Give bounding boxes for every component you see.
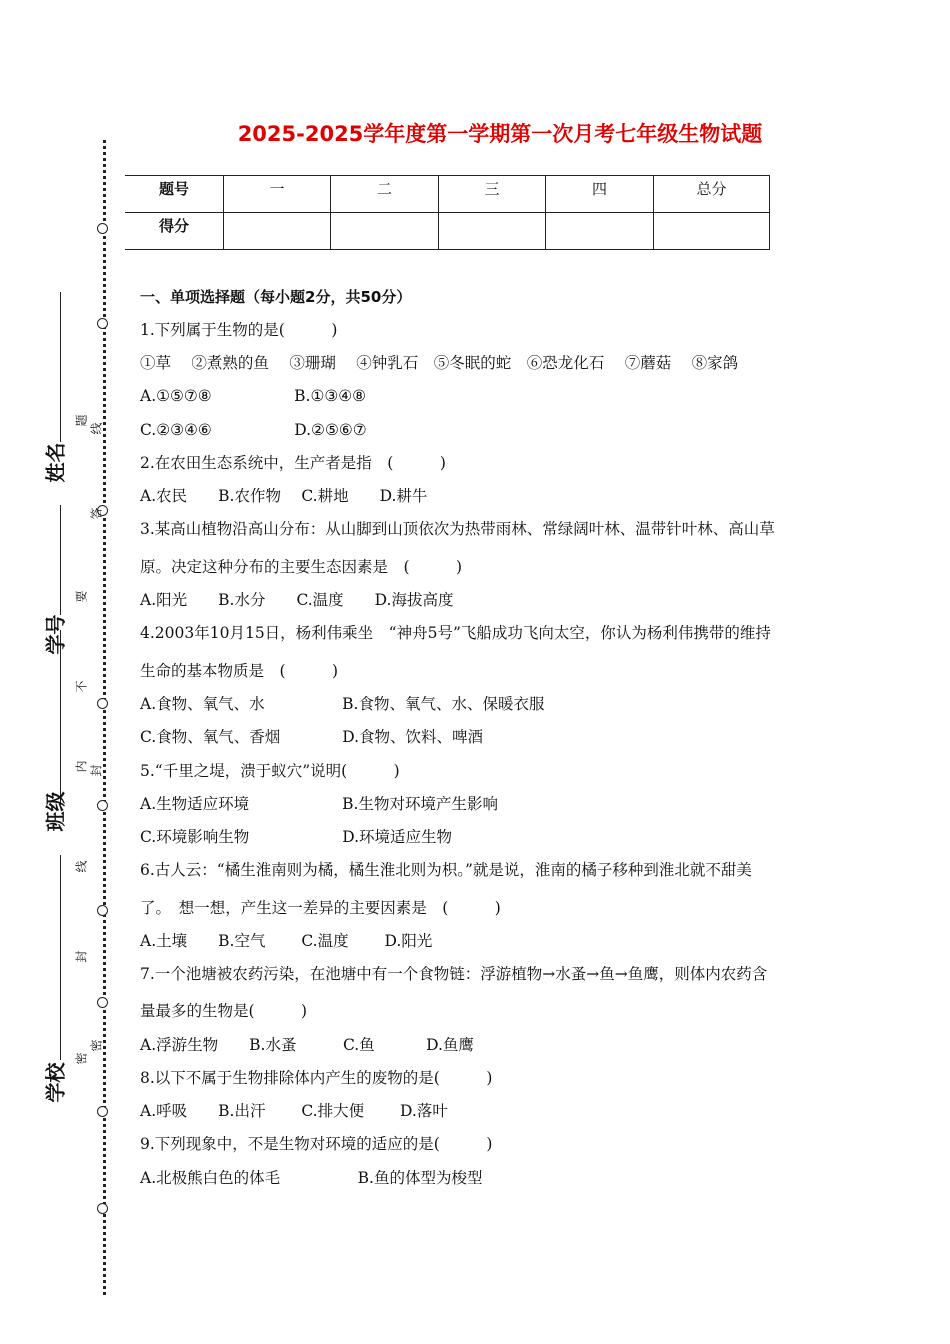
score-input-cell[interactable] (654, 213, 770, 250)
seal-char: 内 (74, 760, 89, 773)
question-line: 5.“千里之堤，溃于蚁穴”说明( ) (140, 762, 400, 780)
question-line: 7.一个池塘被农药污染，在池塘中有一个食物链：浮游植物→水蚤→鱼→鱼鹰，则体内农药含 (140, 965, 768, 983)
question-line: 4.2003年10月15日，杨利伟乘坐 “神舟5号”飞船成功飞向太空，你认为杨利伟携带的维持 (140, 624, 771, 642)
question-line: 3.某高山植物沿高山分布：从山脚到山顶依次为热带雨林、常绿阔叶林、温带针叶林、高山草 (140, 520, 775, 538)
seal-char: 密 (74, 1052, 89, 1065)
school-label: 学校 (43, 1062, 68, 1103)
option-line: C.环境影响生物 D.环境适应生物 (140, 828, 453, 846)
option-line: C.②③④⑥ D.②⑤⑥⑦ (140, 421, 367, 439)
seal-char: 线 (74, 860, 89, 873)
question-line: 9.下列现象中，不是生物对环境的适应的是( ) (140, 1135, 493, 1153)
binding-ring-icon (97, 997, 108, 1008)
header-cell: 二 (331, 176, 439, 213)
option-line: A.农民 B.农作物 C.耕地 D.耕牛 (140, 487, 428, 505)
option-line: A.阳光 B.水分 C.温度 D.海拔高度 (140, 591, 454, 609)
section-heading: 一、单项选择题（每小题2分，共50分） (140, 288, 412, 306)
score-input-cell[interactable] (439, 213, 546, 250)
binding-ring-icon (97, 905, 108, 916)
header-cell: 四 (546, 176, 654, 213)
score-input-cell[interactable] (546, 213, 654, 250)
option-line: A.土壤 B.空气 C.温度 D.阳光 (140, 932, 433, 950)
seal-char: 答 (89, 507, 104, 520)
header-cell: 总分 (654, 176, 770, 213)
question-line: 原。决定这种分布的主要生态因素是 ( ) (140, 558, 463, 576)
binding-ring-icon (97, 698, 108, 709)
seal-char: 线 (89, 422, 104, 435)
option-line: A.浮游生物 B.水蚤 C.鱼 D.鱼鹰 (140, 1036, 474, 1054)
score-value-row (125, 213, 770, 250)
seal-char: 密 (89, 1039, 104, 1052)
option-line: A.食物、氧气、水 B.食物、氧气、水、保暖衣服 (140, 695, 545, 713)
seal-char: 封 (89, 764, 104, 777)
score-input-cell[interactable] (331, 213, 439, 250)
id-blank-line (60, 505, 61, 615)
binding-ring-icon (97, 318, 108, 329)
binding-dotted-line (103, 140, 106, 1295)
header-cell: 一 (224, 176, 331, 213)
question-line: 2.在农田生态系统中，生产者是指 ( ) (140, 454, 446, 472)
option-line: A.北极熊白色的体毛 B.鱼的体型为梭型 (140, 1169, 483, 1187)
class-blank-line (60, 630, 61, 805)
question-line: ①草 ②煮熟的鱼 ③珊瑚 ④钟乳石 ⑤冬眠的蛇 ⑥恐龙化石 ⑦蘑菇 ⑧家鸽 (140, 354, 739, 372)
question-line: 了。 想一想，产生这一差异的主要因素是 ( ) (140, 899, 501, 917)
header-cell: 题号 (125, 176, 224, 213)
binding-ring-icon (97, 800, 108, 811)
binding-ring-icon (97, 223, 108, 234)
question-line: 生命的基本物质是 ( ) (140, 662, 339, 680)
exam-title: 2025-2025学年度第一学期第一次月考七年级生物试题 (237, 122, 763, 146)
score-label-cell: 得分 (125, 213, 224, 250)
seal-char: 封 (74, 950, 89, 963)
class-label: 班级 (43, 791, 68, 832)
option-line: A.呼吸 B.出汗 C.排大便 D.落叶 (140, 1102, 448, 1120)
name-label: 姓名 (43, 442, 68, 483)
seal-char: 不 (74, 680, 89, 693)
option-line: C.食物、氧气、香烟 D.食物、饮料、啤酒 (140, 728, 484, 746)
header-cell: 三 (439, 176, 546, 213)
question-line: 6.古人云：“橘生淮南则为橘，橘生淮北则为枳。”就是说，淮南的橘子移种到淮北就不甜美 (140, 861, 752, 879)
option-line: A.生物适应环境 B.生物对环境产生影响 (140, 795, 498, 813)
binding-ring-icon (97, 1203, 108, 1214)
student-id-label: 学号 (43, 614, 68, 655)
question-line: 1.下列属于生物的是( ) (140, 321, 338, 339)
option-line: A.①⑤⑦⑧ B.①③④⑧ (140, 387, 367, 405)
score-input-cell[interactable] (224, 213, 331, 250)
seal-char: 题 (74, 414, 89, 427)
question-line: 量最多的生物是( ) (140, 1002, 308, 1020)
score-header-row (125, 176, 770, 213)
binding-ring-icon (97, 1106, 108, 1117)
school-blank-line (60, 855, 61, 1060)
name-blank-line (60, 292, 61, 442)
seal-char: 要 (74, 590, 89, 603)
question-line: 8.以下不属于生物排除体内产生的废物的是( ) (140, 1069, 493, 1087)
score-table (125, 175, 770, 250)
